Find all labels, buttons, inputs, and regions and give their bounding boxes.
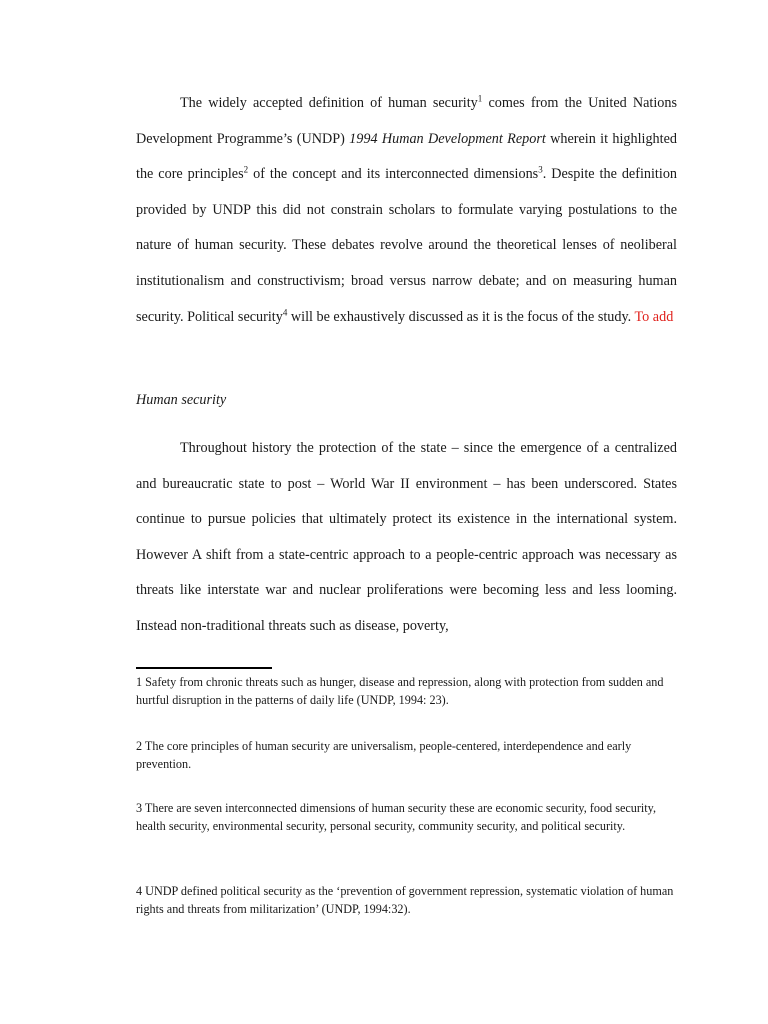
section-heading: Human security <box>136 392 227 408</box>
para1-text: comes from the United Nations Development Programme’s (UNDP) <box>136 95 678 147</box>
footnote-ref-1[interactable]: 1 <box>477 93 483 104</box>
intro-paragraph <box>136 86 677 335</box>
para1-text: of the concept and its interconnected dimensions <box>248 166 539 183</box>
report-title: 1994 Human Development Report <box>349 130 546 147</box>
footnote-1: 1 Safety from chronic threats such as hunger, disease and repression, along with protection from sudden and hurtful disruption in the patterns of daily life (UNDP, 1994: 23). <box>136 675 664 708</box>
history-paragraph: Throughout history the protection of the state – since the emergence of a centralized and bureaucratic state to post – World War II environment – has been underscored. States continue to pursue policies that ultimately protect its existence in the international system. However A shift from a state-centric approach to a people-centric approach was necessary as threats like interstate war and nuclear proliferations were becoming less and less looming. Instead non-traditional threats such as disease, poverty, <box>136 440 677 634</box>
footnote-ref-4[interactable]: 4 <box>282 306 288 317</box>
footnote-separator <box>136 667 272 669</box>
para1-text: The widely accepted definition of human security <box>180 95 478 111</box>
para1-text: . Despite the definition provided by UNDP this did not constrain scholars to formulate varying postulations to the nature of human security. These debates revolve around the theoretical lenses of neoliberal institutionalism and constructivism; broad versus narrow debate; and on measuring human security. Political security <box>136 166 678 325</box>
para1-text: will be exhaustively discussed as it is the focus of the study. <box>287 308 635 325</box>
para1-text: wherein it highlighted the core principles <box>136 130 677 183</box>
footnote-3: 3 There are seven interconnected dimensions of human security these are economic security, food security, health security, environmental security, personal security, community security, and political security. <box>136 801 657 834</box>
document-page <box>136 86 678 634</box>
to-add-note: To add <box>634 308 674 325</box>
footnote-ref-3[interactable]: 3 <box>538 164 543 175</box>
footnote-2: 2 The core principles of human security are universalism, people-centered, interdependence and early prevention. <box>136 739 632 772</box>
footnote-ref-2[interactable]: 2 <box>243 164 249 175</box>
footnote-4: 4 UNDP defined political security as the ‘prevention of government repression, systematic violation of human rights and threats from militarization’ (UNDP, 1994:32). <box>136 884 674 917</box>
